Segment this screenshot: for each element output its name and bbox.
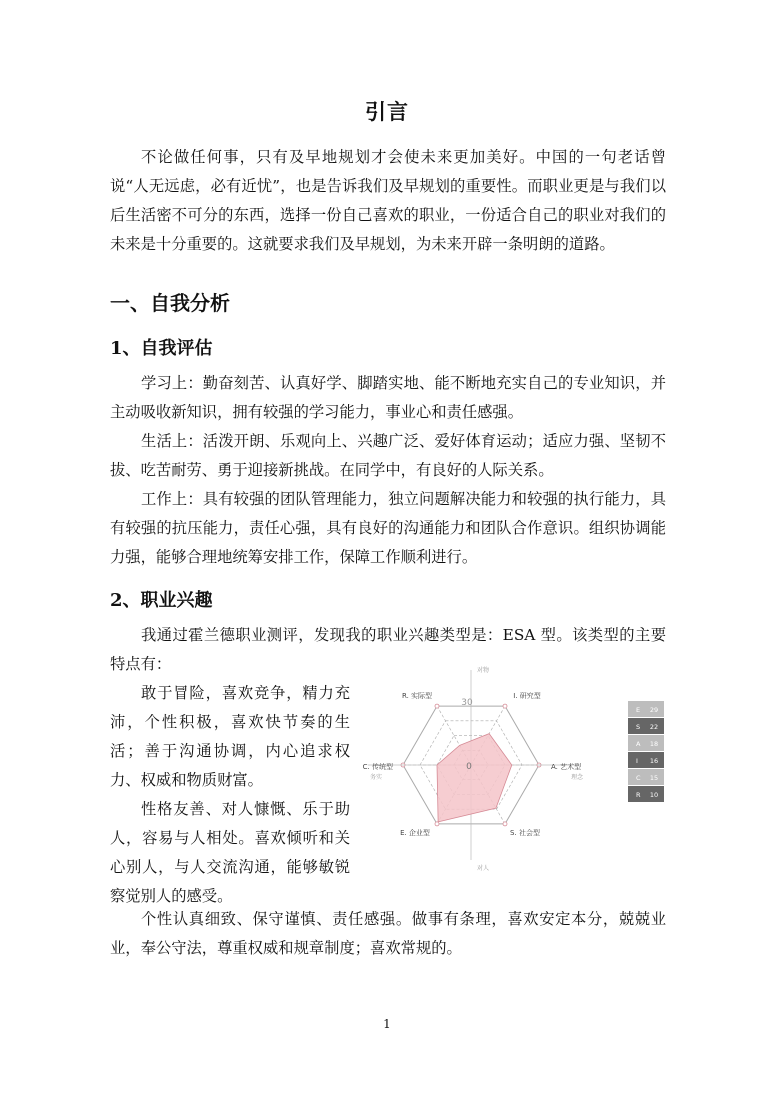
section-heading-self-analysis: 一、自我分析 — [110, 291, 230, 315]
radar-category-label: S. 社会型 — [510, 828, 540, 837]
legend-value: 16 — [649, 757, 659, 765]
page-number: 1 — [383, 1017, 391, 1031]
radar-data-polygon — [437, 734, 512, 822]
axis-label-bottom: 对人 — [476, 865, 490, 872]
subheading-career-interest: 2、职业兴趣 — [110, 590, 213, 611]
legend-key: I — [636, 757, 638, 765]
scale-center-label: 0 — [466, 762, 472, 772]
radar-vertex-dot — [435, 822, 439, 826]
axis-label-right: 理念 — [570, 774, 584, 781]
radar-category-label: A. 艺术型 — [551, 763, 582, 771]
study-paragraph: 学习上：勤奋刻苦、认真好学、脚踏实地、能不断地充实自己的专业知识，并主动吸收新知识，拥有较强的学习能力，事业心和责任感强。 — [110, 374, 666, 421]
legend-key: A — [636, 740, 641, 748]
legend-cell — [628, 769, 664, 785]
intro-paragraph: 不论做任何事，只有及早地规划才会使未来更加美好。中国的一句老话曾说“人无远虑，必有近忧”，也是告诉我们及早规划的重要性。而职业更是与我们以后生活密不可分的东西，选择一份自己喜欢的职业，一份适合自己的职业对我们的未来是十分重要的。这就要求我们及早规划，为未来开辟一条明朗的道路。 — [110, 148, 666, 253]
legend-value: 29 — [649, 706, 659, 714]
radar-category-label: E. 企业型 — [400, 828, 430, 837]
intro-title: 引言 — [365, 99, 409, 124]
holland-radar-chart — [340, 658, 670, 878]
scale-max-label: 30 — [461, 698, 473, 708]
radar-vertex-dot — [503, 822, 507, 826]
trait-s-paragraph: 性格友善、对人慷慨、乐于助人，容易与人相处。喜欢倾听和关心别人，与人交流沟通，能够敏锐察觉别人的感受。 — [110, 800, 350, 905]
legend-cell — [628, 735, 664, 751]
radar-svg — [340, 658, 670, 878]
legend-key: C — [636, 774, 641, 782]
score-legend — [628, 701, 664, 802]
life-paragraph: 生活上：活泼开朗、乐观向上、兴趣广泛、爱好体育运动；适应力强、坚韧不拔、吃苦耐劳、勇于迎接新挑战。在同学中，有良好的人际关系。 — [110, 432, 666, 479]
legend-cell — [628, 718, 664, 734]
legend-value: 18 — [649, 740, 659, 748]
radar-vertex-dot — [435, 704, 439, 708]
trait-c-paragraph: 个性认真细致、保守谨慎、责任感强。做事有条理，喜欢安定本分，兢兢业业，奉公守法，尊重权威和规章制度；喜欢常规的。 — [110, 910, 666, 957]
legend-value: 15 — [649, 774, 659, 782]
holland-intro-paragraph: 我通过霍兰德职业测评，发现我的职业兴趣类型是：ESA 型。该类型的主要特点有： — [110, 626, 666, 673]
radar-category-label: R. 实际型 — [401, 692, 433, 701]
subheading-self-assessment: 1、自我评估 — [110, 338, 213, 359]
radar-category-label: I. 研究型 — [513, 692, 541, 701]
legend-key: R — [636, 791, 641, 799]
radar-category-label: C. 传统型 — [362, 763, 393, 771]
legend-value: 10 — [649, 791, 659, 799]
legend-key: S — [636, 723, 641, 731]
work-paragraph: 工作上：具有较强的团队管理能力，独立问题解决能力和较强的执行能力，具有较强的抗压能力，责任心强，具有良好的沟通能力和团队合作意识。组织协调能力强，能够合理地统筹安排工作，保障工作顺利进行。 — [110, 490, 666, 566]
radar-vertex-dot — [503, 704, 507, 708]
axis-label-top: 对物 — [476, 667, 490, 674]
legend-cell — [628, 786, 664, 802]
axis-label-left: 务实 — [369, 774, 383, 781]
legend-cell — [628, 752, 664, 768]
legend-cell — [628, 701, 664, 717]
legend-key: E — [636, 706, 641, 714]
trait-e-paragraph: 敢于冒险，喜欢竞争，精力充沛，个性积极，喜欢快节奏的生活；善于沟通协调，内心追求权力、权威和物质财富。 — [110, 684, 350, 789]
legend-value: 22 — [649, 723, 659, 731]
